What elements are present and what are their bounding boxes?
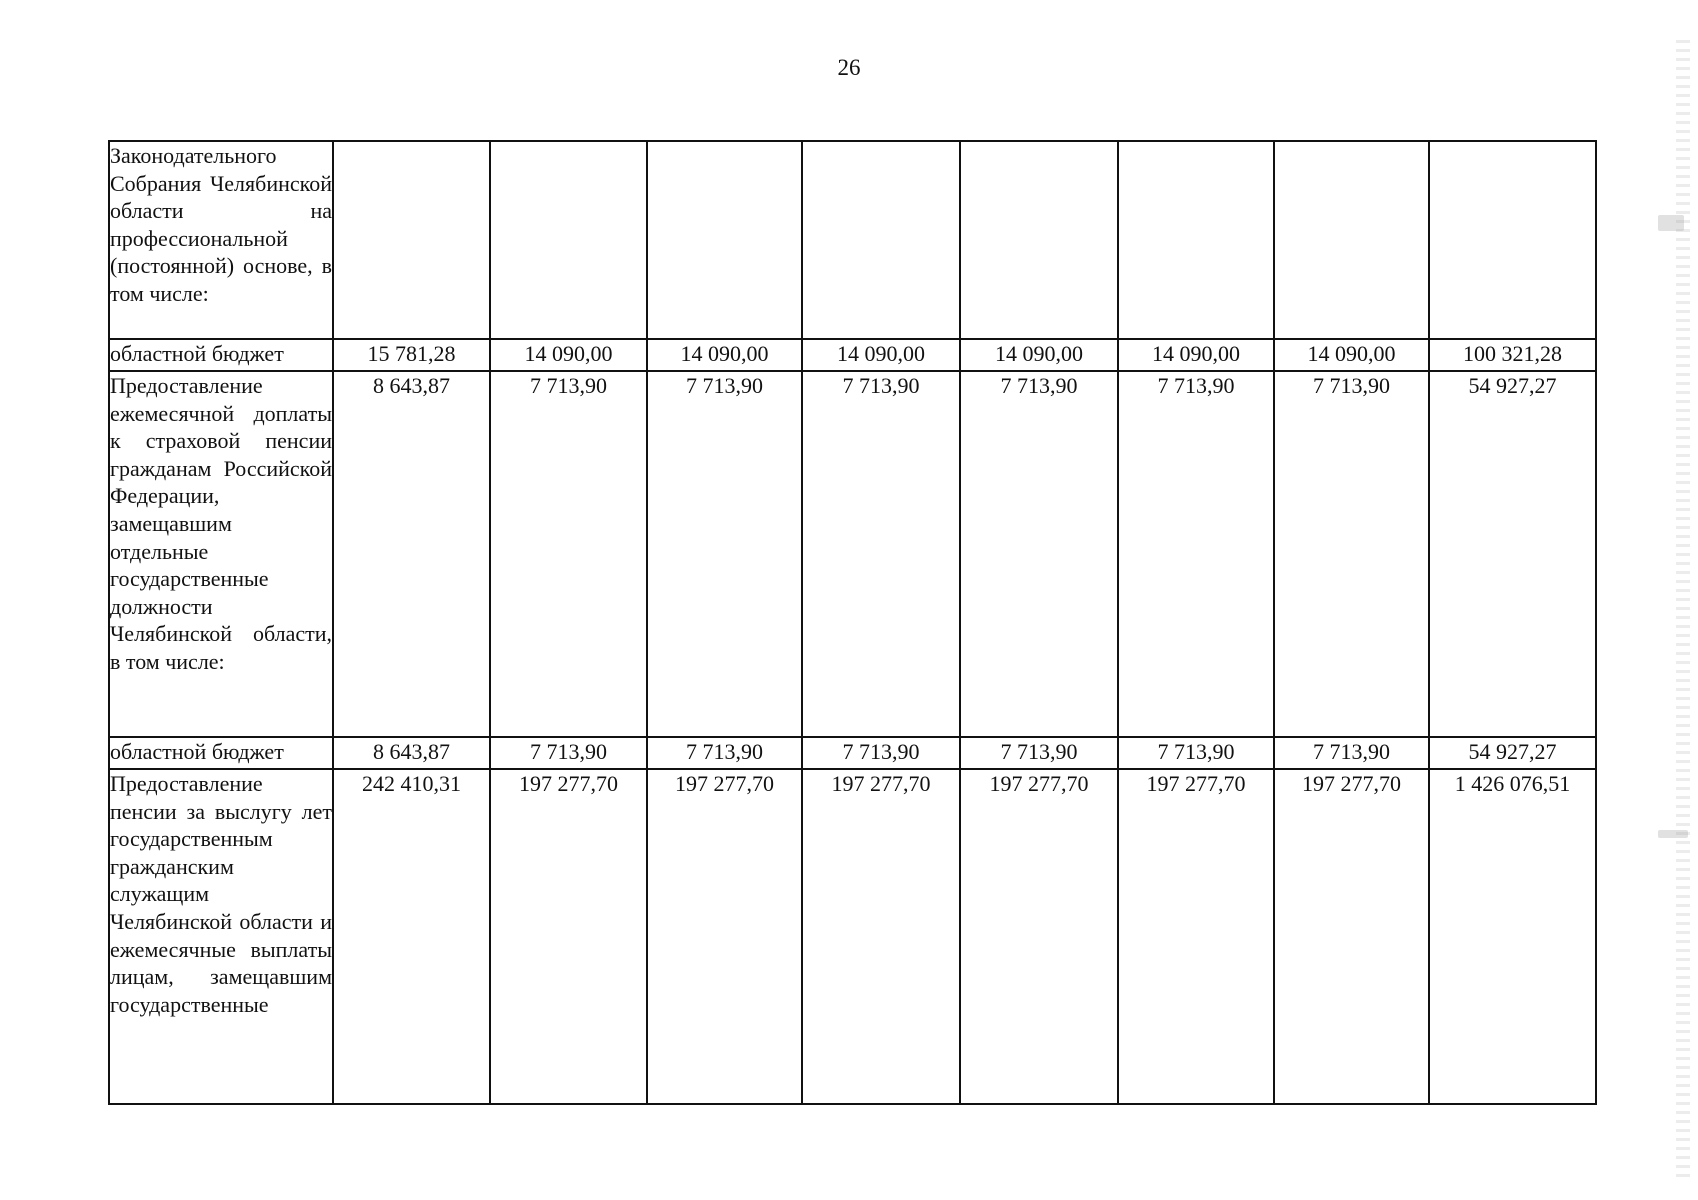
value-cell: 7 713,90 xyxy=(1274,371,1429,737)
row-label-cell xyxy=(109,769,333,1104)
row-label-cell xyxy=(109,339,333,371)
row-label: областной бюджет xyxy=(110,739,284,764)
row-label-cell xyxy=(109,737,333,769)
value-cell: 7 713,90 xyxy=(960,737,1118,769)
row-label: областной бюджет xyxy=(110,341,284,366)
value-cell: 14 090,00 xyxy=(1274,339,1429,371)
value-cell: 197 277,70 xyxy=(1118,769,1274,1104)
value-cell: 7 713,90 xyxy=(960,371,1118,737)
value-cell: 14 090,00 xyxy=(1118,339,1274,371)
page-number: 26 xyxy=(837,55,861,80)
table-row xyxy=(109,339,1596,371)
value-cell xyxy=(1118,141,1274,339)
total-cell: 54 927,27 xyxy=(1429,371,1596,737)
table-row xyxy=(109,769,1596,1104)
value-cell: 242 410,31 xyxy=(333,769,490,1104)
row-label: Предоставление ежемесячной доплаты к страховой пенсии гражданам Российской Федерации, замещавшим отдельные государственные должности Челябинской области, в том числе: xyxy=(110,373,332,674)
value-cell: 7 713,90 xyxy=(1118,371,1274,737)
row-label: Законодательного Собрания Челябинской области на профессиональной (постоянной) основе, в том числе: xyxy=(110,143,332,306)
value-cell: 14 090,00 xyxy=(802,339,960,371)
value-cell: 14 090,00 xyxy=(960,339,1118,371)
value-cell xyxy=(333,141,490,339)
value-cell: 7 713,90 xyxy=(1118,737,1274,769)
value-cell: 8 643,87 xyxy=(333,737,490,769)
value-cell: 7 713,90 xyxy=(647,737,802,769)
value-cell xyxy=(647,141,802,339)
scan-smudge xyxy=(1658,215,1684,231)
value-cell: 197 277,70 xyxy=(802,769,960,1104)
value-cell xyxy=(802,141,960,339)
table-row xyxy=(109,737,1596,769)
value-cell: 7 713,90 xyxy=(490,371,647,737)
value-cell: 14 090,00 xyxy=(490,339,647,371)
scan-edge-artifact xyxy=(1676,40,1690,1180)
value-cell: 197 277,70 xyxy=(647,769,802,1104)
scan-smudge xyxy=(1658,830,1688,838)
table-row xyxy=(109,371,1596,737)
value-cell: 7 713,90 xyxy=(647,371,802,737)
total-cell xyxy=(1429,141,1596,339)
value-cell xyxy=(1274,141,1429,339)
budget-table xyxy=(108,140,1597,1105)
value-cell: 7 713,90 xyxy=(802,737,960,769)
value-cell: 8 643,87 xyxy=(333,371,490,737)
value-cell: 197 277,70 xyxy=(490,769,647,1104)
value-cell: 197 277,70 xyxy=(1274,769,1429,1104)
row-label-cell xyxy=(109,141,333,339)
value-cell xyxy=(490,141,647,339)
value-cell: 15 781,28 xyxy=(333,339,490,371)
total-cell: 54 927,27 xyxy=(1429,737,1596,769)
row-label: Предоставление пенсии за выслугу лет государственным гражданским служащим Челябинской области и ежемесячные выплаты лицам, замещавшим государственные xyxy=(110,771,332,1017)
value-cell xyxy=(960,141,1118,339)
value-cell: 14 090,00 xyxy=(647,339,802,371)
row-label-cell xyxy=(109,371,333,737)
value-cell: 197 277,70 xyxy=(960,769,1118,1104)
value-cell: 7 713,90 xyxy=(1274,737,1429,769)
value-cell: 7 713,90 xyxy=(490,737,647,769)
total-cell: 100 321,28 xyxy=(1429,339,1596,371)
total-cell: 1 426 076,51 xyxy=(1429,769,1596,1104)
table-row xyxy=(109,141,1596,339)
value-cell: 7 713,90 xyxy=(802,371,960,737)
